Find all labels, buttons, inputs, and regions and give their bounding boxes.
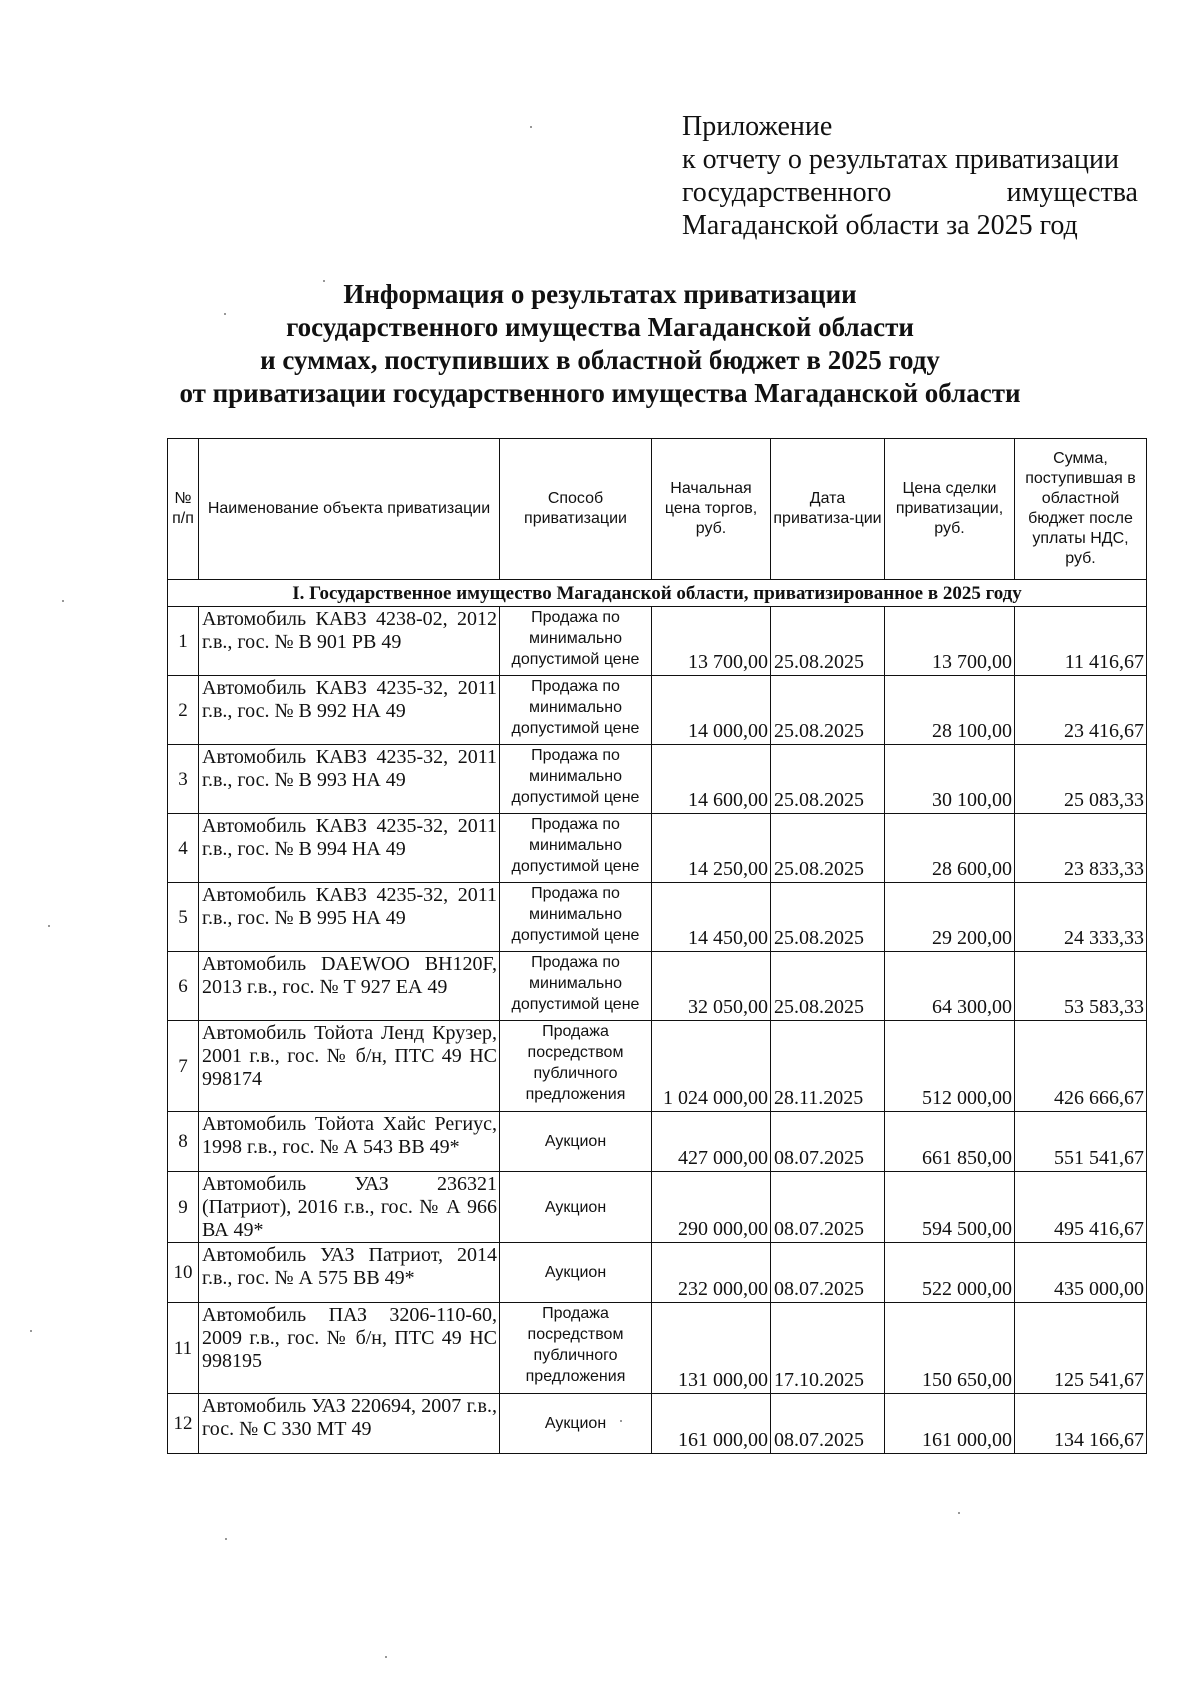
row-method: Продажа посредством публичного предложения [500,1021,652,1112]
table-row [168,607,1147,676]
row-num: 1 [168,607,199,676]
row-object-name: Автомобиль УАЗ 236321 (Патриот), 2016 г.в., гос. № А 966 ВА 49* [199,1172,500,1243]
row-start-price: 13 700,00 [652,607,771,676]
header-budget-sum: Сумма, поступившая в областной бюджет после уплаты НДС, руб. [1015,439,1147,580]
document-title [80,278,1120,410]
row-start-price: 131 000,00 [652,1303,771,1394]
row-num: 5 [168,883,199,952]
appendix-line: Приложение [682,111,833,142]
row-deal-price: 29 200,00 [885,883,1015,952]
table-row [168,1021,1147,1112]
section-row [168,580,1147,607]
table-row [168,1172,1147,1243]
table-header-row [168,439,1147,580]
row-method: Аукцион [500,1243,652,1303]
row-num: 6 [168,952,199,1021]
row-start-price: 232 000,00 [652,1243,771,1303]
table-row [168,676,1147,745]
row-date: 08.07.2025 [771,1112,885,1172]
row-deal-price: 13 700,00 [885,607,1015,676]
table-row [168,883,1147,952]
title-line: от приватизации государственного имущества Магаданской области [179,378,1021,408]
table-row [168,952,1147,1021]
row-object-name: Автомобиль DAEWOO BH120F, 2013 г.в., гос. № Т 927 ЕА 49 [199,952,500,1021]
row-budget-sum: 551 541,67 [1015,1112,1147,1172]
row-num: 10 [168,1243,199,1303]
appendix-word: имущества [1006,177,1138,208]
header-name: Наименование объекта приватизации [199,439,500,580]
row-deal-price: 522 000,00 [885,1243,1015,1303]
row-object-name: Автомобиль УАЗ Патриот, 2014 г.в., гос. № А 575 ВВ 49* [199,1243,500,1303]
row-start-price: 32 050,00 [652,952,771,1021]
row-budget-sum: 125 541,67 [1015,1303,1147,1394]
row-budget-sum: 24 333,33 [1015,883,1147,952]
row-deal-price: 661 850,00 [885,1112,1015,1172]
appendix-line [682,176,1138,209]
row-date: 25.08.2025 [771,952,885,1021]
row-method: Продажа посредством публичного предложения [500,1303,652,1394]
row-num: 9 [168,1172,199,1243]
table-row [168,814,1147,883]
row-budget-sum: 11 416,67 [1015,607,1147,676]
row-method: Продажа по минимально допустимой цене [500,607,652,676]
appendix-word: государственного [682,177,892,208]
table-row [168,745,1147,814]
row-date: 08.07.2025 [771,1394,885,1454]
row-budget-sum: 23 833,33 [1015,814,1147,883]
row-date: 25.08.2025 [771,745,885,814]
scan-speck [530,126,532,128]
row-date: 17.10.2025 [771,1303,885,1394]
row-start-price: 14 250,00 [652,814,771,883]
row-num: 8 [168,1112,199,1172]
row-object-name: Автомобиль ПАЗ 3206-110-60, 2009 г.в., гос. № б/н, ПТС 49 НС 998195 [199,1303,500,1394]
row-date: 08.07.2025 [771,1243,885,1303]
row-num: 2 [168,676,199,745]
row-date: 25.08.2025 [771,814,885,883]
row-num: 7 [168,1021,199,1112]
row-budget-sum: 426 666,67 [1015,1021,1147,1112]
header-date: Дата приватиза-ции [771,439,885,580]
scan-speck [30,1330,32,1332]
row-method: Аукцион [500,1172,652,1243]
row-deal-price: 150 650,00 [885,1303,1015,1394]
row-budget-sum: 134 166,67 [1015,1394,1147,1454]
row-start-price: 1 024 000,00 [652,1021,771,1112]
row-date: 25.08.2025 [771,883,885,952]
row-start-price: 14 000,00 [652,676,771,745]
scan-speck [620,1420,622,1422]
row-budget-sum: 53 583,33 [1015,952,1147,1021]
row-num: 11 [168,1303,199,1394]
row-deal-price: 64 300,00 [885,952,1015,1021]
appendix-caption [682,110,1138,242]
row-num: 3 [168,745,199,814]
table-row [168,1394,1147,1454]
table-row [168,1303,1147,1394]
scan-speck [48,925,50,927]
scan-speck [224,313,226,315]
appendix-line: к отчету о результатах приватизации [682,144,1120,175]
row-budget-sum: 495 416,67 [1015,1172,1147,1243]
row-date: 25.08.2025 [771,607,885,676]
scan-speck [323,280,325,282]
row-deal-price: 28 100,00 [885,676,1015,745]
row-method: Продажа по минимально допустимой цене [500,883,652,952]
header-deal-price: Цена сделки приватизации, руб. [885,439,1015,580]
row-method: Продажа по минимально допустимой цене [500,745,652,814]
row-method: Аукцион [500,1394,652,1454]
table-row [168,1243,1147,1303]
row-object-name: Автомобиль Тойота Ленд Крузер, 2001 г.в., гос. № б/н, ПТС 49 НС 998174 [199,1021,500,1112]
title-line: Информация о результатах приватизации [343,279,857,309]
row-budget-sum: 23 416,67 [1015,676,1147,745]
row-method: Аукцион [500,1112,652,1172]
row-deal-price: 512 000,00 [885,1021,1015,1112]
row-deal-price: 30 100,00 [885,745,1015,814]
row-object-name: Автомобиль КАВЗ 4235-32, 2011 г.в., гос. № В 995 НА 49 [199,883,500,952]
header-num: № п/п [168,439,199,580]
appendix-line: Магаданской области за 2025 год [682,210,1078,241]
scan-speck [958,1512,960,1514]
scan-speck [385,1656,387,1658]
row-object-name: Автомобиль КАВЗ 4235-32, 2011 г.в., гос. № В 993 НА 49 [199,745,500,814]
row-object-name: Автомобиль УАЗ 220694, 2007 г.в., гос. № С 330 МТ 49 [199,1394,500,1454]
header-method: Способ приватизации [500,439,652,580]
row-start-price: 161 000,00 [652,1394,771,1454]
title-line: государственного имущества Магаданской области [286,312,914,342]
header-start-price: Начальная цена торгов, руб. [652,439,771,580]
row-deal-price: 161 000,00 [885,1394,1015,1454]
row-object-name: Автомобиль КАВЗ 4235-32, 2011 г.в., гос. № В 994 НА 49 [199,814,500,883]
scan-speck [225,1538,227,1540]
scan-speck [62,600,64,602]
row-num: 12 [168,1394,199,1454]
row-date: 28.11.2025 [771,1021,885,1112]
row-object-name: Автомобиль Тойота Хайс Региус, 1998 г.в., гос. № А 543 ВВ 49* [199,1112,500,1172]
row-object-name: Автомобиль КАВЗ 4235-32, 2011 г.в., гос. № В 992 НА 49 [199,676,500,745]
row-start-price: 14 600,00 [652,745,771,814]
row-start-price: 14 450,00 [652,883,771,952]
title-line: и суммах, поступивших в областной бюджет в 2025 году [260,345,940,375]
row-num: 4 [168,814,199,883]
row-object-name: Автомобиль КАВЗ 4238-02, 2012 г.в., гос. № В 901 РВ 49 [199,607,500,676]
row-deal-price: 594 500,00 [885,1172,1015,1243]
row-budget-sum: 25 083,33 [1015,745,1147,814]
row-start-price: 290 000,00 [652,1172,771,1243]
section-title: I. Государственное имущество Магаданской области, приватизированное в 2025 году [168,580,1147,607]
row-date: 08.07.2025 [771,1172,885,1243]
row-deal-price: 28 600,00 [885,814,1015,883]
row-start-price: 427 000,00 [652,1112,771,1172]
row-method: Продажа по минимально допустимой цене [500,676,652,745]
row-method: Продажа по минимально допустимой цене [500,952,652,1021]
privatization-table [167,438,1147,1454]
row-date: 25.08.2025 [771,676,885,745]
row-budget-sum: 435 000,00 [1015,1243,1147,1303]
row-method: Продажа по минимально допустимой цене [500,814,652,883]
table-row [168,1112,1147,1172]
